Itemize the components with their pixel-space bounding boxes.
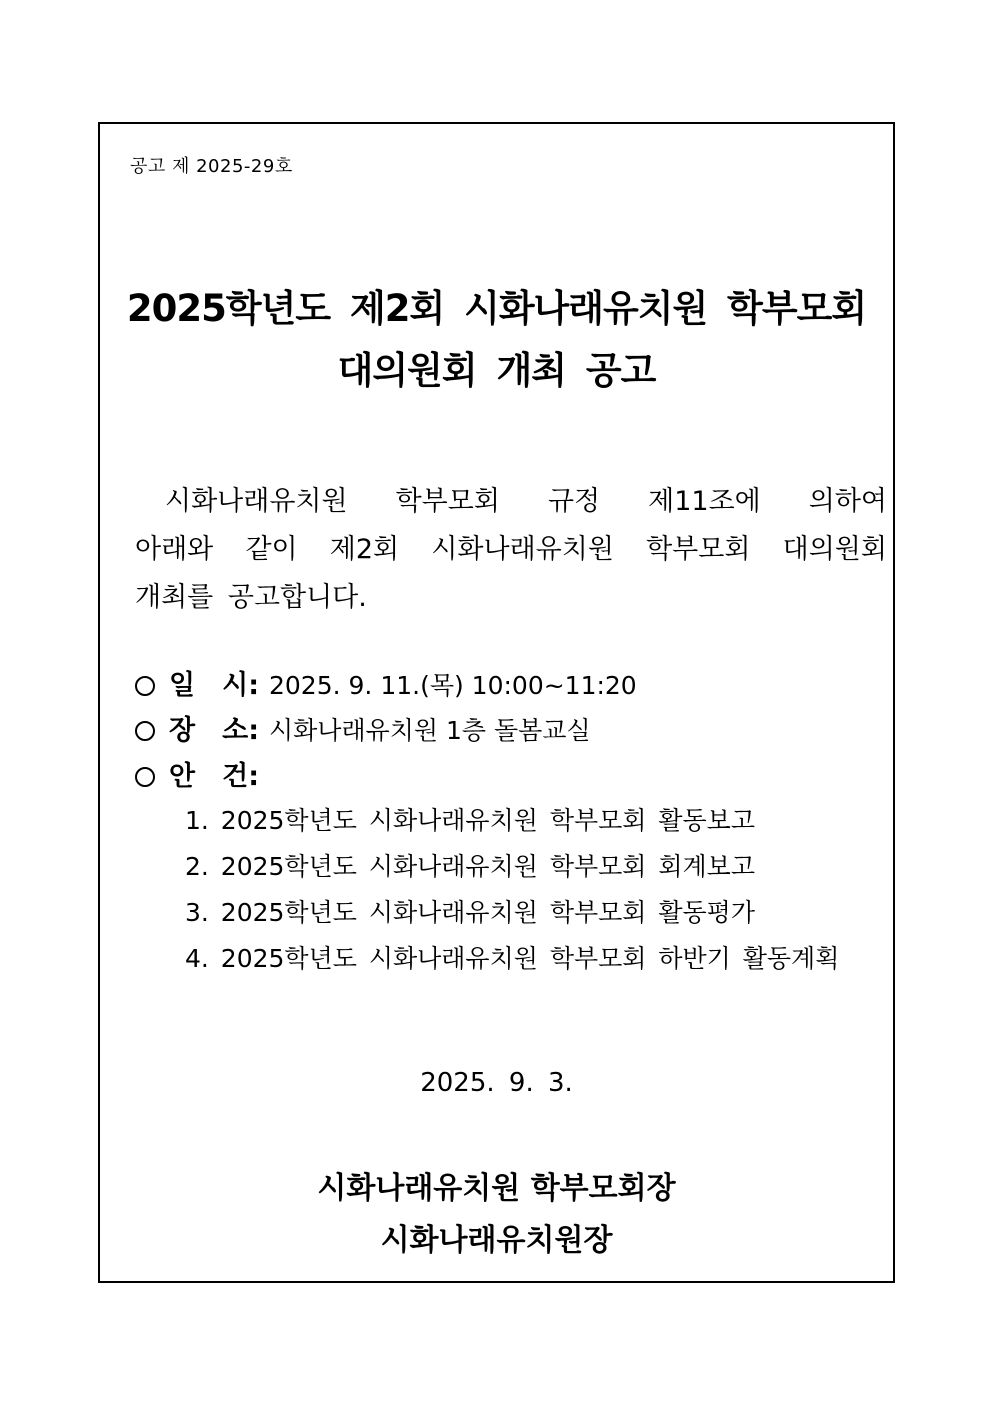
body-word: 시화나래유치원 [431, 534, 614, 565]
notice-date: 2025. 9. 3. [420, 1068, 573, 1098]
item-label: 장 소: [169, 715, 259, 746]
body-word: 대의원회 [782, 534, 887, 565]
notice-number: 공고 제 2025-29호 [130, 156, 293, 177]
signer-parent-association-president: 시화나래유치원 학부모회장 [317, 1171, 676, 1206]
item-datetime [135, 670, 637, 702]
title-line-2: 대의원회 개최 공고 [337, 349, 656, 392]
agenda-item-1: 1. 2025학년도 시화나래유치원 학부모회 활동보고 [185, 806, 755, 835]
title-line-1: 2025학년도 제2회 시화나래유치원 학부모회 [126, 287, 867, 330]
body-paragraph-line-2 [135, 532, 887, 568]
body-word: 학부모회 [646, 534, 751, 565]
circle-bullet-icon [135, 767, 155, 787]
agenda-item-2: 2. 2025학년도 시화나래유치원 학부모회 회계보고 [185, 852, 755, 881]
item-label: 일 시: [169, 670, 259, 701]
body-paragraph-line-3: 개최를 공고합니다. [135, 582, 367, 613]
body-word: 학부모회 [395, 486, 500, 517]
agenda-item-4: 4. 2025학년도 시화나래유치원 학부모회 하반기 활동계획 [185, 944, 840, 973]
body-word: 같이 [245, 534, 298, 565]
body-word: 시화나래유치원 [165, 486, 348, 517]
circle-bullet-icon [135, 676, 155, 696]
circle-bullet-icon [135, 721, 155, 741]
item-label: 안 건: [169, 761, 259, 792]
item-location [135, 715, 591, 747]
body-word: 의하여 [808, 486, 887, 517]
body-word: 아래와 [135, 534, 214, 565]
body-word: 제2회 [329, 534, 400, 565]
item-value: 2025. 9. 11.(목) 10:00~11:20 [269, 671, 637, 700]
body-word: 규정 [547, 486, 601, 517]
item-value: 시화나래유치원 1층 돌봄교실 [269, 716, 591, 745]
item-agenda [135, 761, 259, 793]
signer-principal: 시화나래유치원장 [380, 1223, 613, 1258]
agenda-item-3: 3. 2025학년도 시화나래유치원 학부모회 활동평가 [185, 898, 755, 927]
body-paragraph-line-1 [135, 484, 887, 520]
body-word: 제11조에 [648, 486, 761, 517]
